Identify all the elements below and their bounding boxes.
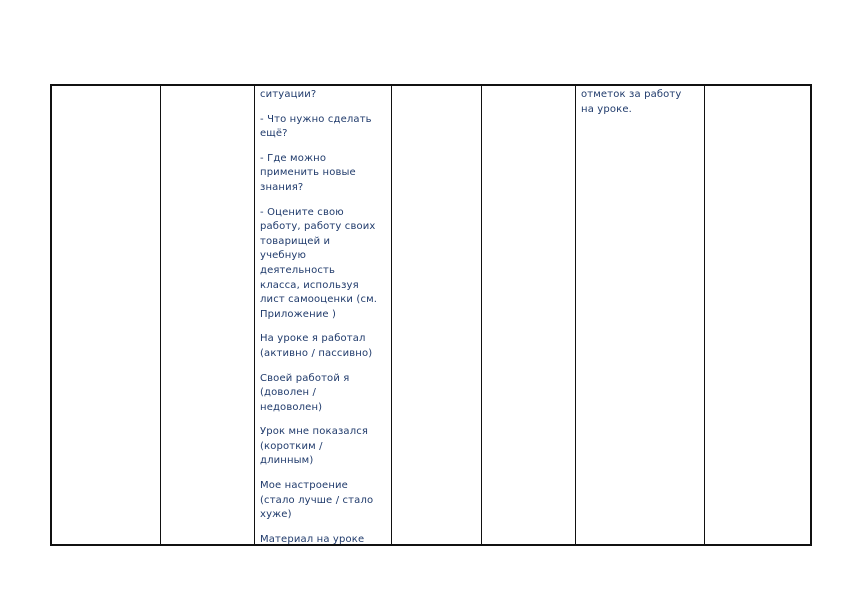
paragraph: На уроке я работал (активно / пассивно) (260, 333, 373, 359)
paragraph: Мое настроение (стало лучше / стало хуже) (260, 480, 374, 521)
grades-note-text (576, 86, 704, 117)
paragraph: Своей работой я (доволен / недоволен) (260, 372, 350, 413)
paragraph: отметок за работу на уроке. (581, 89, 682, 115)
table-cell-col-2 (161, 86, 255, 544)
paragraph: - Оцените свою работу, работу своих товарищей и учебную деятельность класса, используя лист самооценки (см. Приложение ) (260, 206, 378, 320)
table-cell-col-5 (482, 86, 576, 544)
lesson-plan-table (50, 84, 812, 546)
paragraph: - Что нужно сделать ещё? (260, 113, 372, 140)
paragraph: ситуации? (260, 89, 317, 100)
table-cell-col-3 (255, 86, 392, 544)
table-cell-col-4 (392, 86, 482, 544)
table-cell-col-6 (576, 86, 705, 544)
table-cell-col-1 (52, 86, 161, 544)
paragraph: Урок мне показался (коротким / длинным) (260, 426, 369, 467)
paragraph: Материал на уроке (260, 533, 365, 544)
table-cell-col-7 (705, 86, 810, 544)
reflection-questions-text (255, 86, 391, 544)
paragraph: - Где можно применить новые знания? (260, 152, 356, 193)
